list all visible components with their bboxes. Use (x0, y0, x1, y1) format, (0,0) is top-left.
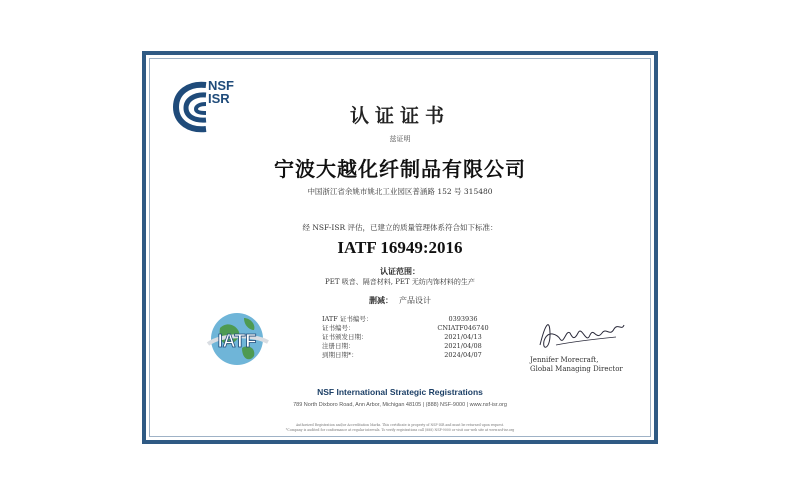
iatf-globe-logo (202, 304, 272, 374)
certificate-details (322, 315, 512, 360)
detail-key: 到期日期*： (322, 351, 358, 359)
detail-key: 证书编号： (322, 324, 355, 332)
signer-role: Global Managing Director (530, 365, 623, 373)
exclusion-text: 产品设计 (399, 296, 431, 305)
detail-row (322, 351, 512, 360)
detail-value: 0393936 (448, 315, 478, 323)
detail-value: CNIATF046740 (437, 324, 489, 332)
detail-value: 2021/04/08 (444, 342, 482, 350)
detail-value: 2024/04/07 (444, 351, 482, 359)
detail-key: 注册日期： (322, 342, 355, 350)
detail-key: IATF 证书编号： (322, 315, 373, 323)
detail-row (322, 315, 512, 324)
logo-line-isr: ISR (208, 91, 230, 106)
certificate-inner-border (149, 58, 651, 437)
certificate-title: 认证证书 (349, 105, 450, 127)
detail-value: 2021/04/13 (444, 333, 482, 341)
standard-name: IATF 16949:2016 (337, 238, 463, 257)
issuer-name: NSF International Strategic Registrations (317, 387, 483, 397)
exclusion-label: 删减： (369, 295, 393, 305)
iatf-logo-text: IATF (217, 331, 257, 351)
signature-scribble (536, 315, 628, 355)
certificate-frame (142, 51, 658, 444)
detail-row (322, 342, 512, 351)
fine-print-line: Authorized Registration and/or Accreditation Marks. This certificate is property of NSF-ISR and must be returned upon request. (295, 423, 505, 427)
company-address: 中国浙江省余姚市姚北工业园区普涵路 152 号 315480 (307, 187, 493, 196)
signature (536, 315, 628, 355)
detail-key: 证书颁发日期： (322, 333, 368, 341)
detail-row (322, 324, 512, 333)
signer-name: Jennifer Morecraft, (530, 356, 599, 364)
logo-line-nsf: NSF (208, 78, 234, 93)
certifies-text: 兹证明 (389, 135, 411, 143)
detail-row (322, 333, 512, 342)
scope-label: 认证范围： (380, 266, 420, 276)
assessment-statement: 经 NSF-ISR 评估，已建立的质量管理体系符合如下标准： (302, 223, 498, 232)
scope-text: PET 吸音、隔音材料, PET 无纺内饰材料的生产 (325, 278, 475, 286)
company-name: 宁波大越化纤制品有限公司 (274, 157, 526, 181)
issuer-address: 789 North Dixboro Road, Ann Arbor, Michigan 48105 | (888) NSF-9000 | www.nsf-isr.org (293, 402, 507, 408)
globe-icon (202, 304, 272, 374)
signer-block (530, 356, 623, 374)
fine-print-line: *Company is audited for conformance at regular intervals. To verify registrations call (888) NSF-9000 or visit our web site at www.nsf-isr.org (285, 428, 515, 432)
